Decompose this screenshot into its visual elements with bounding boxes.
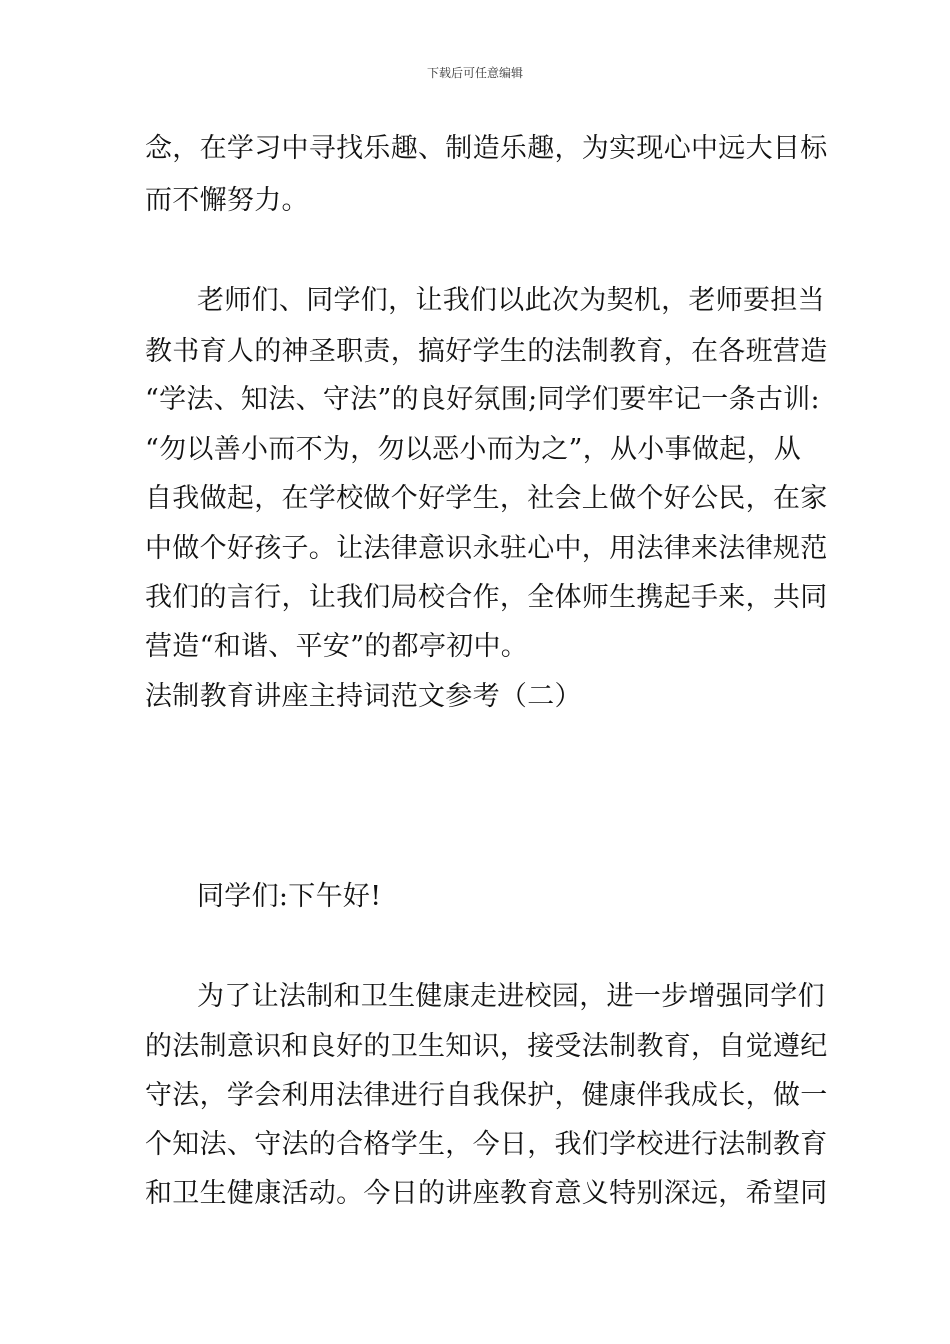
section-heading: 法制教育讲座主持词范文参考（二） (145, 681, 582, 712)
paragraph-start: 老师们、同学们，让我们以此次为契机，老师要担当 (197, 285, 825, 316)
text-line: 营造“和谐、平安”的都亭初中。 (145, 631, 529, 662)
text-line: 自我做起，在学校做个好学生，社会上做个好公民，在家 (145, 483, 828, 514)
text-line: 而不懈努力。 (145, 185, 309, 216)
text-line: “勿以善小而不为，勿以恶小而为之”，从小事做起，从 (145, 434, 802, 465)
text-line: 个知法、守法的合格学生，今日，我们学校进行法制教育 (145, 1129, 828, 1160)
page-header: 下载后可任意编辑 (426, 66, 523, 80)
greeting-line: 同学们:下午好! (197, 881, 382, 912)
text-line: “学法、知法、守法”的良好氛围;同学们要牢记一条古训: (145, 384, 820, 415)
text-line: 中做个好孩子。让法律意识永驻心中，用法律来法律规范 (145, 533, 828, 564)
text-line: 教书育人的神圣职责，搞好学生的法制教育，在各班营造 (145, 336, 828, 367)
text-line: 守法，学会利用法律进行自我保护，健康伴我成长，做一 (145, 1080, 828, 1111)
text-line: 念，在学习中寻找乐趣、制造乐趣，为实现心中远大目标 (145, 133, 828, 164)
text-line: 的法制意识和良好的卫生知识，接受法制教育，自觉遵纪 (145, 1031, 828, 1062)
paragraph-start: 为了让法制和卫生健康走进校园，进一步增强同学们 (197, 981, 825, 1012)
text-line: 我们的言行，让我们局校合作，全体师生携起手来，共同 (145, 582, 828, 613)
text-line: 和卫生健康活动。今日的讲座教育意义特别深远，希望同 (145, 1178, 828, 1209)
